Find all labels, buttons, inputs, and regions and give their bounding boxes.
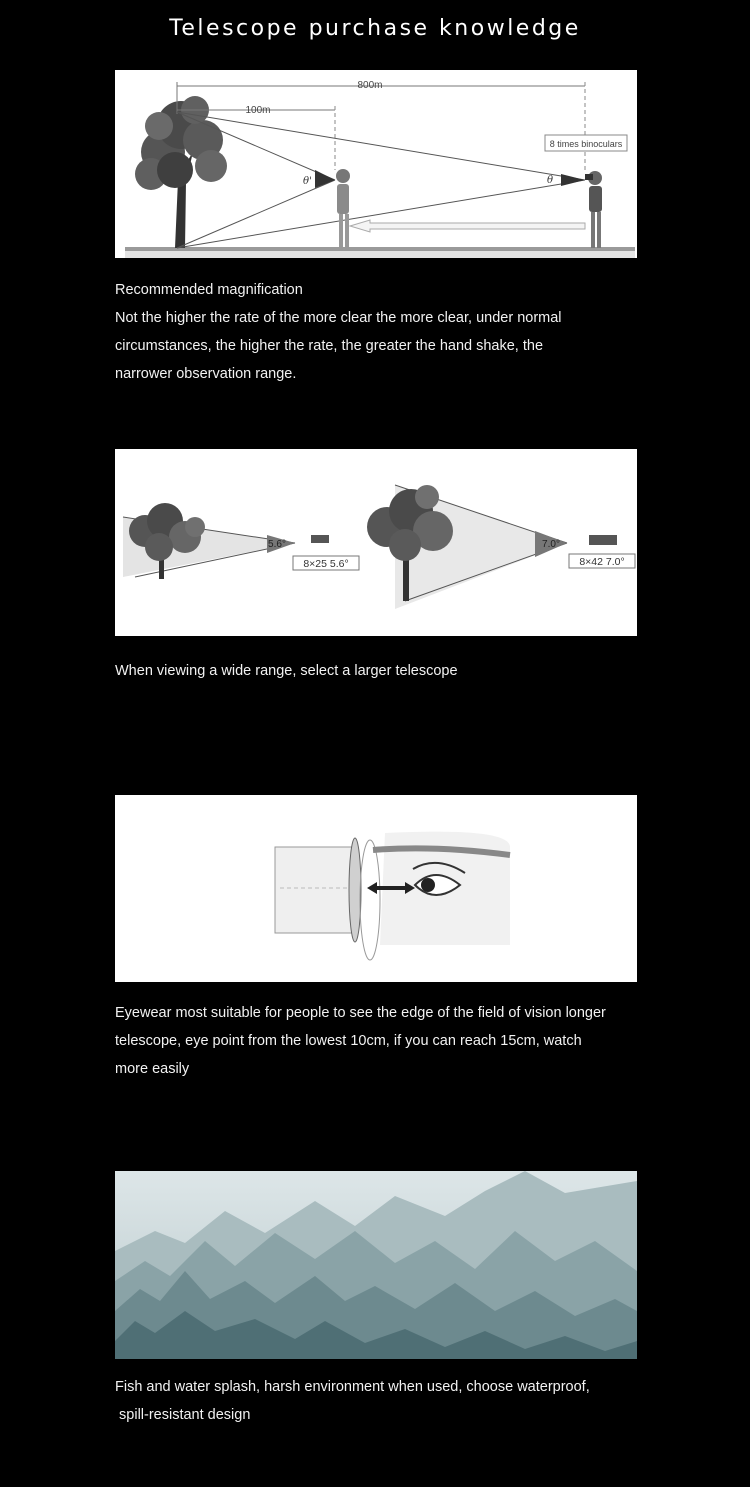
body-line: telescope, eye point from the lowest 10cm, if you can reach 15cm, watch bbox=[115, 1033, 582, 1049]
body-line: Fish and water splash, harsh environment when used, choose waterproof, bbox=[115, 1379, 590, 1395]
spec-left-label: 8×25 5.6° bbox=[303, 558, 349, 570]
binocular-icon bbox=[311, 535, 329, 543]
misty-forest-image bbox=[115, 1171, 637, 1359]
section-4-text bbox=[115, 1373, 655, 1429]
binocular-icon bbox=[589, 535, 617, 545]
callout-label: 8 times binoculars bbox=[549, 139, 623, 149]
distance-100-label: 100m bbox=[245, 105, 271, 116]
body-line: Not the higher the rate of the more clear the more clear, under normal bbox=[115, 310, 562, 326]
body-line: more easily bbox=[115, 1061, 190, 1077]
angle-near-label: θ' bbox=[303, 176, 312, 187]
body-line: circumstances, the higher the rate, the greater the hand shake, the bbox=[115, 338, 544, 354]
body-line: When viewing a wide range, select a larger telescope bbox=[115, 663, 458, 679]
angle-left-label: 5.6° bbox=[268, 539, 286, 550]
page-title: Telescope purchase knowledge bbox=[169, 16, 581, 41]
distance-800-label: 800m bbox=[357, 80, 383, 91]
magnification-diagram bbox=[115, 70, 637, 258]
body-line: narrower observation range. bbox=[115, 366, 297, 382]
body-line: Eyewear most suitable for people to see the edge of the field of vision longer bbox=[115, 1005, 606, 1021]
section-3-text bbox=[115, 999, 655, 1083]
section-1-text bbox=[115, 276, 655, 388]
section-2-text bbox=[115, 657, 655, 685]
angle-far-label: θ bbox=[547, 175, 554, 186]
section-heading: Recommended magnification bbox=[115, 282, 303, 298]
field-of-view-diagram bbox=[115, 449, 637, 636]
eye-point-diagram bbox=[115, 795, 637, 982]
spec-right-label: 8×42 7.0° bbox=[579, 556, 625, 568]
angle-right-label: 7.0° bbox=[542, 539, 560, 550]
body-line: spill-resistant design bbox=[115, 1407, 251, 1423]
